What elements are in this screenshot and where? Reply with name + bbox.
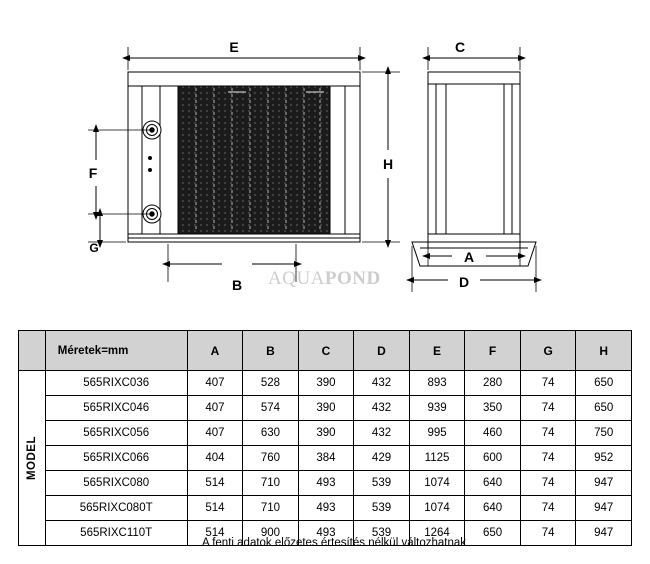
cell-H: 750 [576, 421, 632, 446]
dimension-label-D: D [458, 274, 470, 290]
cell-B: 528 [243, 371, 299, 396]
table-row [19, 421, 632, 446]
header-B: B [243, 331, 299, 371]
cell-model: 565RIXC066 [45, 446, 187, 471]
header-units: Méretek=mm [45, 331, 187, 371]
header-F: F [465, 331, 521, 371]
table-row [19, 446, 632, 471]
cell-B: 760 [243, 446, 299, 471]
dimension-label-C: C [454, 39, 466, 55]
cell-D: 432 [354, 421, 410, 446]
cell-D: 429 [354, 446, 410, 471]
cell-model: 565RIXC110T [45, 521, 187, 546]
cell-H: 947 [576, 496, 632, 521]
cell-D: 539 [354, 496, 410, 521]
cell-B: 900 [243, 521, 299, 546]
cell-H: 947 [576, 471, 632, 496]
cell-E: 995 [409, 421, 465, 446]
dimension-label-B: B [231, 277, 243, 293]
cell-G: 74 [520, 521, 576, 546]
cell-A: 514 [187, 521, 243, 546]
cell-E: 1125 [409, 446, 465, 471]
cell-F: 600 [465, 446, 521, 471]
dimension-label-E: E [229, 39, 239, 55]
dimension-label-G: G [89, 241, 99, 255]
cell-A: 407 [187, 371, 243, 396]
cell-A: 514 [187, 496, 243, 521]
cell-F: 460 [465, 421, 521, 446]
cell-A: 407 [187, 396, 243, 421]
table-header-row [19, 331, 632, 371]
cell-D: 432 [354, 371, 410, 396]
dimensions-table [18, 330, 632, 546]
cell-B: 710 [243, 471, 299, 496]
cell-D: 539 [354, 521, 410, 546]
dimensions-table-wrapper [18, 330, 632, 546]
table-row [19, 471, 632, 496]
cell-B: 630 [243, 421, 299, 446]
cell-C: 390 [298, 396, 354, 421]
cell-model: 565RIXC056 [45, 421, 187, 446]
cell-C: 493 [298, 521, 354, 546]
cell-C: 384 [298, 446, 354, 471]
cell-G: 74 [520, 371, 576, 396]
cell-D: 539 [354, 471, 410, 496]
header-corner-spacer [19, 331, 46, 371]
dimension-label-F: F [88, 165, 98, 181]
table-row [19, 371, 632, 396]
cell-H: 947 [576, 521, 632, 546]
watermark-text-left: AQUA [268, 268, 325, 289]
row-group-label-text: MODEL [25, 435, 38, 481]
cell-C: 390 [298, 421, 354, 446]
header-G: G [520, 331, 576, 371]
cell-F: 640 [465, 496, 521, 521]
cell-H: 650 [576, 371, 632, 396]
cell-F: 280 [465, 371, 521, 396]
row-group-label-model [19, 371, 46, 546]
cell-C: 390 [298, 371, 354, 396]
cell-G: 74 [520, 496, 576, 521]
cell-F: 650 [465, 521, 521, 546]
header-E: E [409, 331, 465, 371]
cell-A: 514 [187, 471, 243, 496]
cell-A: 404 [187, 446, 243, 471]
watermark-text-right: POND [324, 268, 381, 289]
cell-H: 650 [576, 396, 632, 421]
cell-F: 640 [465, 471, 521, 496]
table-row [19, 396, 632, 421]
dimension-label-A: A [463, 249, 475, 265]
cell-B: 710 [243, 496, 299, 521]
cell-model: 565RIXC080T [45, 496, 187, 521]
cell-E: 1074 [409, 496, 465, 521]
cell-E: 1264 [409, 521, 465, 546]
cell-C: 493 [298, 496, 354, 521]
header-H: H [576, 331, 632, 371]
header-A: A [187, 331, 243, 371]
cell-G: 74 [520, 471, 576, 496]
cell-G: 74 [520, 446, 576, 471]
cell-model: 565RIXC036 [45, 371, 187, 396]
cell-model: 565RIXC080 [45, 471, 187, 496]
cell-E: 1074 [409, 471, 465, 496]
cell-D: 432 [354, 396, 410, 421]
footnote [0, 537, 650, 549]
footnote-text: A fenti adatok előzetes értesítés nélkül változhatnak [201, 537, 467, 549]
table-row [19, 496, 632, 521]
cell-A: 407 [187, 421, 243, 446]
cell-E: 939 [409, 396, 465, 421]
cell-model: 565RIXC046 [45, 396, 187, 421]
header-C: C [298, 331, 354, 371]
cell-H: 952 [576, 446, 632, 471]
cell-C: 493 [298, 471, 354, 496]
cell-F: 350 [465, 396, 521, 421]
cell-G: 74 [520, 396, 576, 421]
cell-E: 893 [409, 371, 465, 396]
dimension-label-H: H [382, 156, 394, 172]
cell-G: 74 [520, 421, 576, 446]
cell-B: 574 [243, 396, 299, 421]
header-D: D [354, 331, 410, 371]
